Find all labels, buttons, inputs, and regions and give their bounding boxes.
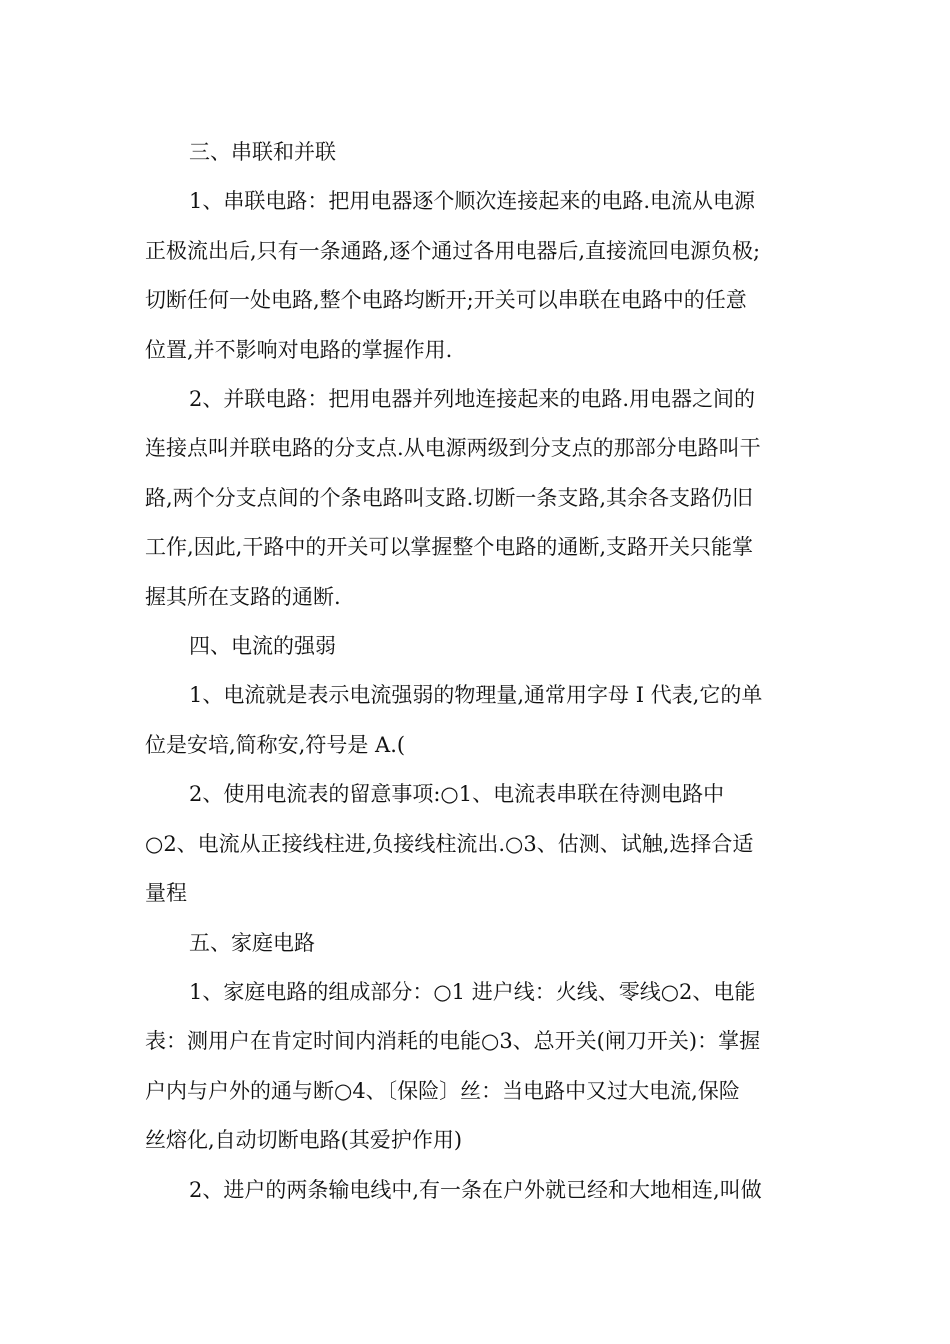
text-line: 正极流出后,只有一条通路,逐个通过各用电器后,直接流回电源负极; <box>145 238 761 263</box>
section-heading-current-strength <box>145 622 810 671</box>
text-line: 丝熔化,自动切断电路(其爱护作用) <box>145 1128 463 1153</box>
text-line: 连接点叫并联电路的分支点.从电源两级到分支点的那部分电路叫干 <box>145 436 761 461</box>
text-line: 路,两个分支点间的个条电路叫支路.切断一条支路,其余各支路仍旧 <box>145 485 754 510</box>
section-heading-household-circuit <box>145 919 810 968</box>
document-body <box>145 128 810 1215</box>
text-line: 2、使用电流表的留意事项:○1、电流表串联在待测电路中 <box>189 782 725 807</box>
paragraph-parallel-circuit <box>145 375 810 622</box>
paragraph-ammeter-notes <box>145 770 810 918</box>
section-heading-series-parallel <box>145 128 810 177</box>
text-line: 工作,因此,干路中的开关可以掌握整个电路的通断,支路开关只能掌 <box>145 535 754 560</box>
text-line: 1、串联电路：把用电器逐个顺次连接起来的电路.电流从电源 <box>189 189 756 214</box>
paragraph-series-circuit <box>145 177 810 375</box>
paragraph-service-lines <box>145 1166 810 1215</box>
text-line: 位是安培,简称安,符号是 A.( <box>145 732 406 757</box>
text-line: ○2、电流从正接线柱进,负接线柱流出.○3、估测、试触,选择合适 <box>145 831 754 856</box>
text-line: 五、家庭电路 <box>189 930 315 955</box>
text-line: 户内与户外的通与断○4、〔保险〕丝：当电路中又过大电流,保险 <box>145 1078 740 1103</box>
text-line: 表：测用户在肯定时间内消耗的电能○3、总开关(闸刀开关)：掌握 <box>145 1029 761 1054</box>
text-line: 位置,并不影响对电路的掌握作用. <box>145 337 453 362</box>
text-line: 1、电流就是表示电流强弱的物理量,通常用字母 I 代表,它的单 <box>189 683 763 708</box>
text-line: 四、电流的强弱 <box>189 634 336 659</box>
text-line: 2、进户的两条输电线中,有一条在户外就已经和大地相连,叫做 <box>189 1177 762 1202</box>
paragraph-current-definition <box>145 671 810 770</box>
text-line: 2、并联电路：把用电器并列地连接起来的电路.用电器之间的 <box>189 387 756 412</box>
text-line: 握其所在支路的通断. <box>145 584 341 609</box>
paragraph-household-components <box>145 968 810 1166</box>
text-line: 1、家庭电路的组成部分：○1 进户线：火线、零线○2、电能 <box>189 979 756 1004</box>
text-line: 切断任何一处电路,整个电路均断开;开关可以串联在电路中的任意 <box>145 288 747 313</box>
text-line: 量程 <box>145 881 187 906</box>
text-line: 三、串联和并联 <box>189 140 336 164</box>
